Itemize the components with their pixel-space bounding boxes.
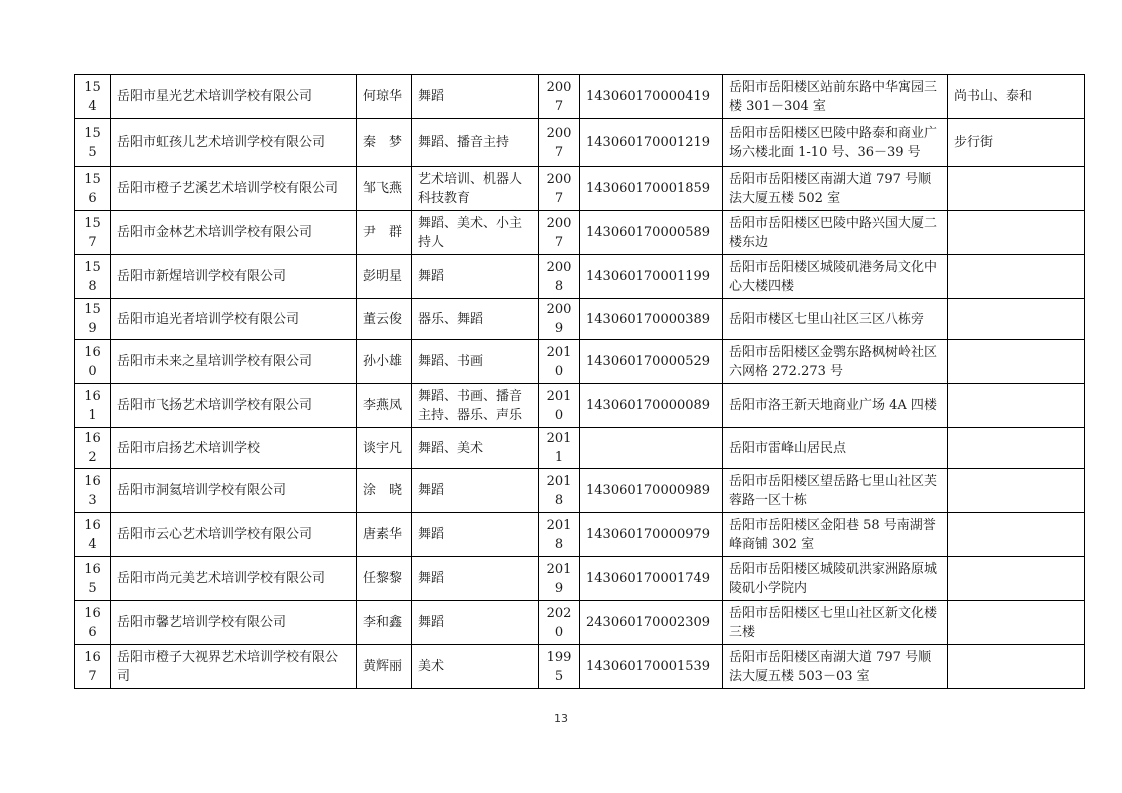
school-address-cell: 岳阳市楼区七里山社区三区八栋旁 xyxy=(723,299,948,340)
training-category-cell: 器乐、舞蹈 xyxy=(412,299,539,340)
founding-year-cell: 2007 xyxy=(539,119,580,167)
table-row xyxy=(75,384,1085,428)
legal-representative-cell: 尹 群 xyxy=(357,211,412,255)
school-name-cell: 岳阳市飞扬艺术培训学校有限公司 xyxy=(111,384,357,428)
row-number-cell: 161 xyxy=(75,384,111,428)
remark-cell xyxy=(948,601,1085,645)
school-name-cell: 岳阳市尚元美艺术培训学校有限公司 xyxy=(111,557,357,601)
school-address-cell: 岳阳市岳阳楼区南湖大道 797 号顺法大厦五楼 502 室 xyxy=(723,167,948,211)
training-category-cell: 舞蹈 xyxy=(412,513,539,557)
license-code-cell: 143060170001539 xyxy=(580,645,723,689)
row-number-cell: 158 xyxy=(75,255,111,299)
founding-year-cell: 2007 xyxy=(539,211,580,255)
founding-year-cell: 2010 xyxy=(539,384,580,428)
school-address-cell: 岳阳市岳阳楼区站前东路中华寓园三楼 301－304 室 xyxy=(723,75,948,119)
founding-year-cell: 2008 xyxy=(539,255,580,299)
school-name-cell: 岳阳市星光艺术培训学校有限公司 xyxy=(111,75,357,119)
training-category-cell: 美术 xyxy=(412,645,539,689)
remark-cell xyxy=(948,299,1085,340)
founding-year-cell: 2020 xyxy=(539,601,580,645)
school-address-cell: 岳阳市岳阳楼区城陵矶洪家洲路原城陵矶小学院内 xyxy=(723,557,948,601)
row-number-cell: 160 xyxy=(75,340,111,384)
training-category-cell: 舞蹈 xyxy=(412,469,539,513)
training-category-cell: 艺术培训、机器人科技教育 xyxy=(412,167,539,211)
row-number-cell: 155 xyxy=(75,119,111,167)
row-number-cell: 165 xyxy=(75,557,111,601)
school-address-cell: 岳阳市岳阳楼区城陵矶港务局文化中心大楼四楼 xyxy=(723,255,948,299)
founding-year-cell: 2018 xyxy=(539,513,580,557)
founding-year-cell: 2007 xyxy=(539,75,580,119)
table-row xyxy=(75,211,1085,255)
remark-cell xyxy=(948,340,1085,384)
license-code-cell: 143060170000419 xyxy=(580,75,723,119)
license-code-cell: 143060170000589 xyxy=(580,211,723,255)
legal-representative-cell: 李燕凤 xyxy=(357,384,412,428)
remark-cell: 尚书山、泰和 xyxy=(948,75,1085,119)
remark-cell xyxy=(948,645,1085,689)
training-category-cell: 舞蹈、播音主持 xyxy=(412,119,539,167)
school-name-cell: 岳阳市馨艺培训学校有限公司 xyxy=(111,601,357,645)
training-category-cell: 舞蹈、书画 xyxy=(412,340,539,384)
legal-representative-cell: 谈宇凡 xyxy=(357,428,412,469)
license-code-cell: 143060170001219 xyxy=(580,119,723,167)
page-number: 13 xyxy=(554,712,568,725)
legal-representative-cell: 何琼华 xyxy=(357,75,412,119)
training-category-cell: 舞蹈 xyxy=(412,557,539,601)
school-address-cell: 岳阳市岳阳楼区巴陵中路兴国大厦二楼东边 xyxy=(723,211,948,255)
school-name-cell: 岳阳市橙子艺溪艺术培训学校有限公司 xyxy=(111,167,357,211)
school-name-cell: 岳阳市新煋培训学校有限公司 xyxy=(111,255,357,299)
row-number-cell: 157 xyxy=(75,211,111,255)
school-address-cell: 岳阳市岳阳楼区南湖大道 797 号顺法大厦五楼 503－03 室 xyxy=(723,645,948,689)
table-row xyxy=(75,513,1085,557)
remark-cell xyxy=(948,255,1085,299)
license-code-cell: 143060170000529 xyxy=(580,340,723,384)
school-address-cell: 岳阳市岳阳楼区七里山社区新文化楼三楼 xyxy=(723,601,948,645)
table-row xyxy=(75,167,1085,211)
school-name-cell: 岳阳市云心艺术培训学校有限公司 xyxy=(111,513,357,557)
license-code-cell xyxy=(580,428,723,469)
school-name-cell: 岳阳市洞氦培训学校有限公司 xyxy=(111,469,357,513)
founding-year-cell: 2009 xyxy=(539,299,580,340)
row-number-cell: 159 xyxy=(75,299,111,340)
remark-cell xyxy=(948,469,1085,513)
remark-cell xyxy=(948,557,1085,601)
school-address-cell: 岳阳市岳阳楼区巴陵中路泰和商业广场六楼北面 1-10 号、36－39 号 xyxy=(723,119,948,167)
founding-year-cell: 2019 xyxy=(539,557,580,601)
table-row xyxy=(75,119,1085,167)
training-category-cell: 舞蹈 xyxy=(412,75,539,119)
table-body xyxy=(75,75,1085,689)
school-name-cell: 岳阳市启扬艺术培训学校 xyxy=(111,428,357,469)
legal-representative-cell: 黄辉丽 xyxy=(357,645,412,689)
remark-cell xyxy=(948,384,1085,428)
school-name-cell: 岳阳市橙子大视界艺术培训学校有限公司 xyxy=(111,645,357,689)
legal-representative-cell: 孙小雄 xyxy=(357,340,412,384)
remark-cell xyxy=(948,428,1085,469)
legal-representative-cell: 唐素华 xyxy=(357,513,412,557)
row-number-cell: 156 xyxy=(75,167,111,211)
table-row xyxy=(75,255,1085,299)
row-number-cell: 166 xyxy=(75,601,111,645)
legal-representative-cell: 邹飞燕 xyxy=(357,167,412,211)
school-name-cell: 岳阳市金林艺术培训学校有限公司 xyxy=(111,211,357,255)
table-row xyxy=(75,469,1085,513)
training-category-cell: 舞蹈、书画、播音主持、器乐、声乐 xyxy=(412,384,539,428)
row-number-cell: 167 xyxy=(75,645,111,689)
founding-year-cell: 2007 xyxy=(539,167,580,211)
table-row xyxy=(75,601,1085,645)
license-code-cell: 143060170000979 xyxy=(580,513,723,557)
legal-representative-cell: 彭明星 xyxy=(357,255,412,299)
training-category-cell: 舞蹈 xyxy=(412,255,539,299)
legal-representative-cell: 秦 梦 xyxy=(357,119,412,167)
school-address-cell: 岳阳市岳阳楼区望岳路七里山社区芙蓉路一区十栋 xyxy=(723,469,948,513)
school-name-cell: 岳阳市追光者培训学校有限公司 xyxy=(111,299,357,340)
school-name-cell: 岳阳市虹孩儿艺术培训学校有限公司 xyxy=(111,119,357,167)
school-name-cell: 岳阳市未来之星培训学校有限公司 xyxy=(111,340,357,384)
school-address-cell: 岳阳市洛王新天地商业广场 4A 四楼 xyxy=(723,384,948,428)
training-category-cell: 舞蹈、美术、小主持人 xyxy=(412,211,539,255)
license-code-cell: 143060170000089 xyxy=(580,384,723,428)
remark-cell xyxy=(948,513,1085,557)
table-row xyxy=(75,557,1085,601)
table-row xyxy=(75,75,1085,119)
license-code-cell: 143060170001749 xyxy=(580,557,723,601)
school-address-cell: 岳阳市岳阳楼区金阳巷 58 号南湖誉峰商铺 302 室 xyxy=(723,513,948,557)
table-row xyxy=(75,645,1085,689)
legal-representative-cell: 涂 晓 xyxy=(357,469,412,513)
table-row xyxy=(75,428,1085,469)
founding-year-cell: 2011 xyxy=(539,428,580,469)
legal-representative-cell: 董云俊 xyxy=(357,299,412,340)
school-address-cell: 岳阳市岳阳楼区金鹗东路枫树岭社区六网格 272.273 号 xyxy=(723,340,948,384)
row-number-cell: 163 xyxy=(75,469,111,513)
legal-representative-cell: 任黎黎 xyxy=(357,557,412,601)
remark-cell xyxy=(948,211,1085,255)
legal-representative-cell: 李和鑫 xyxy=(357,601,412,645)
founding-year-cell: 2018 xyxy=(539,469,580,513)
row-number-cell: 164 xyxy=(75,513,111,557)
training-category-cell: 舞蹈、美术 xyxy=(412,428,539,469)
training-category-cell: 舞蹈 xyxy=(412,601,539,645)
remark-cell: 步行街 xyxy=(948,119,1085,167)
founding-year-cell: 2010 xyxy=(539,340,580,384)
license-code-cell: 143060170000389 xyxy=(580,299,723,340)
remark-cell xyxy=(948,167,1085,211)
row-number-cell: 162 xyxy=(75,428,111,469)
table-row xyxy=(75,299,1085,340)
school-address-cell: 岳阳市雷峰山居民点 xyxy=(723,428,948,469)
license-code-cell: 143060170000989 xyxy=(580,469,723,513)
license-code-cell: 143060170001199 xyxy=(580,255,723,299)
table-row xyxy=(75,340,1085,384)
school-table xyxy=(74,74,1085,689)
license-code-cell: 143060170001859 xyxy=(580,167,723,211)
founding-year-cell: 1995 xyxy=(539,645,580,689)
row-number-cell: 154 xyxy=(75,75,111,119)
license-code-cell: 243060170002309 xyxy=(580,601,723,645)
